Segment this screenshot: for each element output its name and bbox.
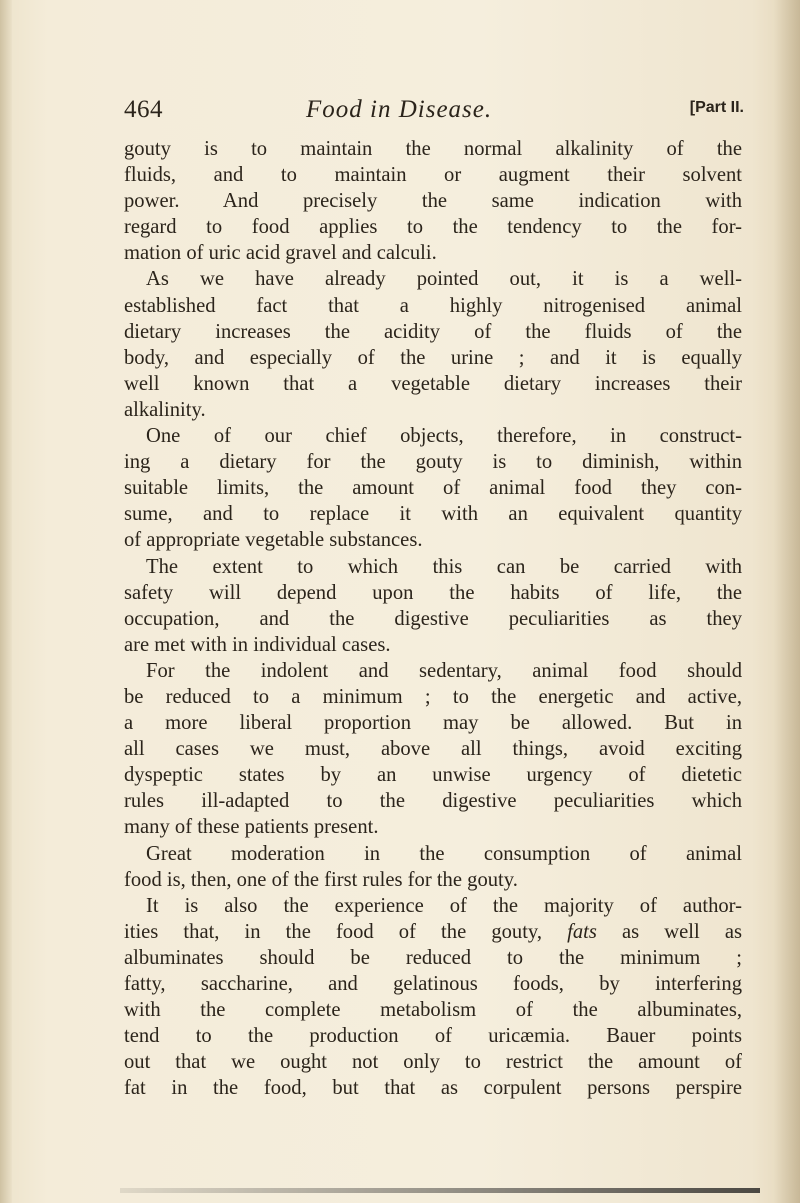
page-edge-shadow xyxy=(774,0,800,1203)
body-text xyxy=(124,136,742,1101)
text-line: dyspeptic states by an unwise urgency of dietetic xyxy=(124,764,742,787)
text-line: with the complete metabolism of the albuminates, xyxy=(124,999,742,1022)
text-line: fat in the food, but that as corpulent persons perspire xyxy=(124,1077,742,1100)
text-line: safety will depend upon the habits of life, the xyxy=(124,581,742,604)
text-line: a more liberal proportion may be allowed. But in xyxy=(124,712,742,735)
text-line: fluids, and to maintain or augment their solvent xyxy=(124,164,742,187)
bottom-rule xyxy=(120,1188,760,1193)
text-line: rules ill-adapted to the digestive peculiarities which xyxy=(124,790,742,813)
text-line: power. And precisely the same indication with xyxy=(124,190,742,213)
text-line: mation of uric acid gravel and calculi. xyxy=(124,242,437,265)
text-line: are met with in individual cases. xyxy=(124,633,391,656)
text-line: One of our chief objects, therefore, in construct- xyxy=(146,425,742,448)
text-line: established fact that a highly nitrogenised animal xyxy=(124,294,742,317)
text-line: well known that a vegetable dietary increases their xyxy=(124,372,742,395)
page-binding-edge xyxy=(0,0,12,1203)
text-line: out that we ought not only to restrict the amount of xyxy=(124,1051,742,1074)
text-line: dietary increases the acidity of the fluids of the xyxy=(124,320,742,343)
text-line: alkalinity. xyxy=(124,398,206,421)
text-line: The extent to which this can be carried with xyxy=(146,555,742,578)
text-line: food is, then, one of the first rules for the gouty. xyxy=(124,868,518,891)
text-line: suitable limits, the amount of animal food they con- xyxy=(124,477,742,500)
italic-word: fats xyxy=(567,920,597,943)
text-line: Great moderation in the consumption of animal xyxy=(146,842,742,865)
text-line: sume, and to replace it with an equivalent quantity xyxy=(124,503,742,526)
text-line: It is also the experience of the majority of author- xyxy=(146,894,742,917)
text-line: ing a dietary for the gouty is to diminish, within xyxy=(124,451,742,474)
text-line: albuminates should be reduced to the minimum ; xyxy=(124,946,742,969)
text-line: As we have already pointed out, it is a well- xyxy=(146,268,742,291)
text-line: body, and especially of the urine ; and it is equally xyxy=(124,346,742,369)
part-label: [Part II. xyxy=(689,99,744,116)
page-number: 464 xyxy=(124,96,163,123)
text-line: ities that, in the food of the gouty, fats as well as xyxy=(124,920,743,943)
text-line: occupation, and the digestive peculiarities as they xyxy=(124,607,742,630)
text-line: all cases we must, above all things, avoid exciting xyxy=(124,738,742,761)
text-line: regard to food applies to the tendency to the for- xyxy=(124,216,742,239)
text-line: of appropriate vegetable substances. xyxy=(124,529,423,552)
text-line: be reduced to a minimum ; to the energetic and active, xyxy=(124,685,742,708)
text-line: gouty is to maintain the normal alkalinity of the xyxy=(124,138,742,160)
text-line: tend to the production of uricæmia. Bauer points xyxy=(124,1025,742,1048)
text-line: For the indolent and sedentary, animal food should xyxy=(146,659,742,682)
page-header xyxy=(124,96,744,130)
running-title: Food in Disease. xyxy=(306,96,493,123)
text-line: fatty, saccharine, and gelatinous foods, by interfering xyxy=(124,973,742,995)
text-line: many of these patients present. xyxy=(124,816,379,839)
